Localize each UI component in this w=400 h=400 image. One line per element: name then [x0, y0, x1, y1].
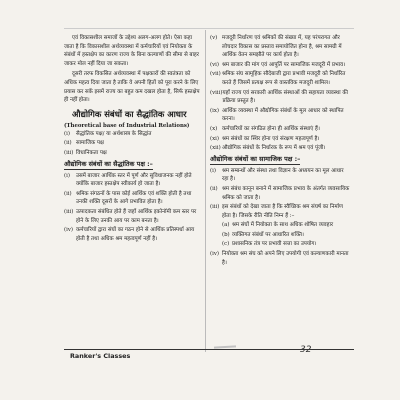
item-number: (iii)	[64, 208, 74, 215]
item-number: (c)	[222, 241, 230, 248]
item-number: (a)	[222, 222, 230, 229]
item-text: श्रमिक संगठनों के पास कोई आर्थिक एवं शक्ति होती है तथा उनकी शक्ति दूसरों के आगे प्रभावित होता है।	[76, 190, 192, 206]
list-item	[210, 70, 350, 87]
item-text: सैद्धांतिक पक्ष/ या अर्थशास्त्र के सिद्धांत	[76, 130, 152, 137]
list-item	[210, 61, 350, 70]
item-text: श्रम संबंधों का स्थिर होना एवं संरक्षण महत्वपूर्ण है।	[222, 135, 320, 142]
item-number: (x)	[210, 125, 218, 132]
item-number: (i)	[64, 130, 70, 137]
item-number: (xi)	[210, 135, 219, 142]
item-number: (i)	[64, 172, 70, 179]
item-text: श्रम बाजार की मांग एवं आपूर्ति पर सामाजिक मजदूरी में प्रभाव।	[222, 61, 346, 68]
list-item	[210, 125, 350, 134]
item-number: (iii)	[210, 204, 220, 211]
column-divider	[205, 30, 206, 352]
theory-subheading: औद्योगिक संबंधों का सैद्धांतिक पक्ष :–	[64, 159, 153, 168]
item-text: श्रम सम्बन्धों और संस्था तथा विज्ञान के अध्ययन का मूल आधार रहा है।	[222, 167, 344, 183]
item-number: (vi)	[210, 61, 219, 68]
paragraph-2: दूसरी तरफ विकसित अर्थव्यवस्था में पक्षकारों की स्वतंत्रता को अधिक महत्व दिया जाता है ताकि वे अपनी हितों को पूरा करने के लिए प्रयास कर सकें इसमें राज्य का बहुत कम दखल होता है, सिर्फ हस्तक्षेप ही नहीं होता।	[64, 71, 200, 104]
list-item	[64, 190, 202, 207]
list-item	[222, 231, 350, 240]
item-number: (ix)	[210, 107, 219, 114]
item-text: मजदूरी निर्धारण एवं श्रमिकों की संख्या में, यह परंपरागत और लोचदार विकास का प्रस्ताव समायोजित होना है, श्रम सामग्री में आर्थिक वेतन समझौते पर कार्य होता है।	[222, 35, 342, 59]
item-text: विधानिकता पक्ष	[76, 149, 107, 156]
item-number: (i)	[210, 167, 216, 174]
list-item	[210, 144, 350, 153]
item-text: श्रमिक संघ सामूहिक सौदेबाजी द्वारा प्रभावी मजदूरी को निर्धारित करते हैं जिसमें प्रत्यक्ष रूप से वास्तविक मजदूरी शामिल।	[222, 71, 346, 86]
item-text: व्यक्तिगत संबंधों पर आधारित शक्ति।	[232, 231, 304, 238]
item-text: श्रम संघों में नियोक्ता के साथ अधिक शोषित व्यवहार	[232, 222, 334, 229]
item-text: उत्पादकता संबंधित होते हैं जहाँ आर्थिक इकोनॉमी कम स्तर पर होने के लिए उनकी आय पर काम बनता है।	[76, 208, 197, 224]
item-number: (xii)	[210, 145, 221, 152]
social-subheading: औद्योगिक संबंधों का सामाजिक पक्ष :–	[210, 154, 301, 163]
item-number: (iv)	[64, 227, 73, 234]
item-text: औद्योगिक संबंधों के निर्धारक के रूप में श्रम एवं पूंजी।	[222, 145, 326, 152]
item-text: कर्मचारियों द्वारा संघों का गठन होने से आर्थिक प्रतिस्पर्धा आय होती है तथा अधिक श्रम महत्वपूर्ण नहीं है।	[76, 227, 195, 242]
item-number: (iii)	[64, 149, 74, 156]
english-subheading: (Theoretical base of Industrial Relations)	[64, 122, 190, 129]
list-item	[64, 208, 202, 225]
left-column	[64, 34, 202, 244]
item-text: प्रशासनिक तंत्र पर प्रभावी सत्ता का उपयोग।	[232, 241, 317, 248]
item-number: (b)	[222, 231, 230, 238]
list-item	[210, 135, 350, 144]
nested-points	[210, 221, 350, 249]
continued-points	[210, 34, 350, 153]
final-points	[210, 250, 350, 267]
item-number: (ii)	[64, 190, 72, 197]
publisher-name: Ranker's Classes	[70, 352, 131, 360]
list-item	[210, 203, 350, 220]
item-text: श्रम संबंध कानून बनाने में सामाजिक प्रभाव के अंतर्गत व्यवसायिक श्रमिक को जाता है।	[222, 185, 350, 201]
list-item	[222, 240, 350, 249]
intro-paragraph: एवं विकासशील समाजों के उद्देश्य अलग-अलग होते। ऐसा कहा जाता है कि विकासशील अर्थव्यवस्था में कर्मचारियों एवं नियोक्ता के संबंधों में हस्तक्षेप का कारण राज्य के बिना कल्याणों की सीमा से बाहर जाकर मोल नहीं दिया जा सकता।	[64, 35, 199, 67]
top-rule	[64, 28, 354, 29]
list-item	[64, 226, 202, 243]
item-number: (ii)	[210, 185, 218, 192]
list-item	[210, 34, 350, 60]
item-number: (viii)	[210, 89, 223, 96]
list-item	[64, 149, 202, 158]
list-item	[64, 130, 202, 139]
list-item	[64, 172, 202, 189]
list-item	[210, 107, 350, 124]
item-number: (iv)	[210, 251, 219, 258]
list-item	[64, 139, 202, 148]
item-text: उसमें बाजार आर्थिक स्तर में पूर्ण और सुविधाजनक नहीं होते क्योंकि बाजार हस्तक्षेप स्वीकार्य हो जाता है।	[76, 172, 192, 188]
list-item	[210, 167, 350, 184]
aspect-list	[64, 130, 202, 158]
section-heading: औद्योगिक संबंधों का सैद्धांतिक आधार	[72, 108, 187, 119]
social-points	[210, 167, 350, 221]
item-text: इस संबंधों को देखा जाता है कि स्वैच्छिक श्रम संघर्ष का निर्माण होता है। जिसके रीति नीति निम्न हैं :–	[222, 204, 343, 219]
list-item	[210, 89, 350, 106]
item-text: सामाजिक पक्ष	[76, 140, 104, 147]
item-number: (ii)	[64, 140, 72, 147]
item-text: आर्थिक व्यवस्था में औद्योगिक संबंधों के मूल आधार को स्थापित करना।	[222, 107, 344, 123]
page-number-handwritten: 32	[300, 345, 312, 355]
item-text: कर्मचारियों का संगठित होना ही आर्थिक संस्थाएं हैं।	[222, 125, 320, 132]
list-item	[210, 185, 350, 202]
item-text: यहाँ राज्य एवं सरकारी आर्थिक संस्थाओं की सहायता व्यवस्था की प्रक्रिया प्रस्तुत है।	[222, 89, 348, 105]
theory-points	[64, 172, 202, 244]
list-item	[222, 221, 350, 230]
right-column	[210, 34, 350, 268]
list-item	[210, 250, 350, 267]
item-number: (v)	[210, 35, 218, 41]
item-number: (vii)	[210, 71, 221, 78]
item-text: नियोक्ता श्रम संघ को अपने लिए उपयोगी एवं कल्याणकारी मानता है।	[222, 251, 349, 266]
